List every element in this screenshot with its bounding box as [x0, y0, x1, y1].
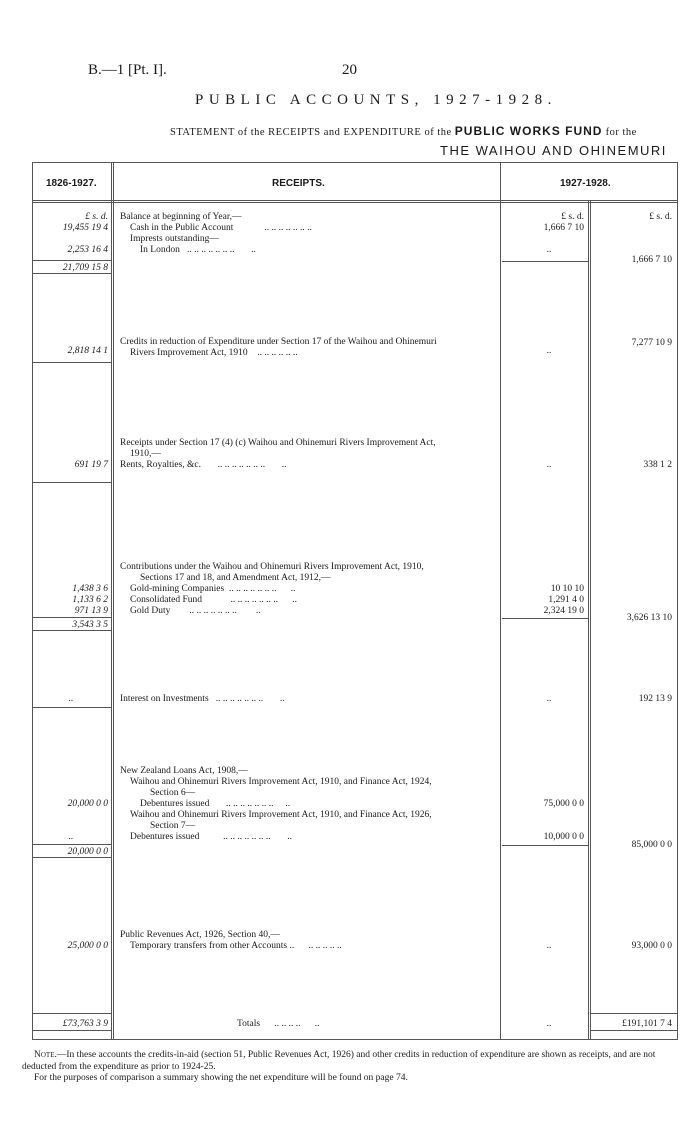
- loans-line6: Section 7—: [150, 821, 196, 831]
- mid-consolidated-value: 1,291 4 0: [548, 595, 584, 605]
- prev-interest-value: ..: [68, 694, 74, 704]
- totals-row: Totals .. .. .. .. ..: [237, 1019, 320, 1029]
- prev-loans-value-1: 20,000 0 0: [67, 799, 108, 809]
- loans-section: [120, 766, 500, 843]
- leader-dots: .. .. .. .. .. .. ..: [230, 595, 279, 605]
- leader-dots: .. .. .. .. ..: [308, 941, 342, 951]
- column-divider: [111, 162, 112, 1040]
- consolidated-label: Consolidated Fund .. .. .. .. .. .. .. ..: [130, 595, 298, 605]
- loans-line2: Waihou and Ohinemuri Rivers Improvement Act, 1910, and Finance Act, 1924,: [130, 777, 432, 787]
- totals-rule: [590, 1013, 678, 1014]
- prev-revenues-value: 25,000 0 0: [67, 941, 108, 951]
- loans-line5: Waihou and Ohinemuri Rivers Improvement Act, 1910, and Finance Act, 1926,: [130, 810, 432, 820]
- totals-rule: [32, 1013, 112, 1014]
- section-rule: [32, 362, 112, 363]
- credits-total: 7,277 10 9: [631, 338, 672, 348]
- statement-subheading: THE WAIHOU AND OHINEMURI: [440, 143, 667, 158]
- table-border-top: [32, 162, 678, 163]
- accounts-table: [32, 162, 678, 1040]
- leader-dots: .. .. .. .. .. .. ..: [186, 245, 235, 255]
- revenues-total: 93,000 0 0: [631, 941, 672, 951]
- mid-loans-value-1: 75,000 0 0: [543, 799, 584, 809]
- subtotal-rule: [32, 260, 112, 261]
- column-header-current-year: 1927-1928.: [560, 178, 611, 189]
- document-reference: B.—1 [Pt. I].: [88, 62, 167, 78]
- table-border-bottom: [32, 1039, 678, 1040]
- subtotal-rule: [32, 630, 112, 631]
- table-border-left: [32, 162, 33, 1040]
- credits-section: [120, 337, 500, 359]
- mid-interest-value: ..: [546, 694, 552, 704]
- table-border-right: [677, 162, 678, 1040]
- header-divider: [32, 202, 678, 203]
- prev-contributions-total: 3,543 3 5: [72, 620, 108, 630]
- column-header-prev-year: 1826-1927.: [46, 178, 97, 189]
- mid-loans-value-2: 10,000 0 0: [543, 832, 584, 842]
- leader-dots: .. .. .. .. .. .. ..: [264, 223, 312, 233]
- loans-line3: Section 6—: [150, 788, 196, 798]
- contributions-section: [120, 562, 500, 617]
- grand-total: £191,101 7 4: [622, 1019, 672, 1029]
- subtotal-rule: [502, 261, 588, 262]
- statement-suffix: for the: [605, 127, 637, 138]
- prev-london-value: 2,253 16 4: [67, 245, 108, 255]
- subtotal-rule: [32, 617, 112, 618]
- gold-label: Gold-mining Companies .. .. .. .. .. .. .. ..: [130, 584, 296, 594]
- page-number: 20: [342, 62, 357, 78]
- loans-line4: Debentures issued .. .. .. .. .. .. .. ..: [140, 799, 291, 809]
- mid-duty-value: 2,324 19 0: [543, 606, 584, 616]
- balance-title: Balance at beginning of Year,—: [120, 212, 242, 222]
- mid-london-value: ..: [546, 245, 552, 255]
- currency-header-mid: £ s. d.: [561, 212, 584, 222]
- credits-line2: Rivers Improvement Act, 1910 .. .. .. .. .. ..: [130, 348, 298, 358]
- contributions-line1: Contributions under the Waihou and Ohinemuri Rivers Improvement Act, 1910,: [120, 562, 424, 572]
- totals-rule: [590, 1030, 678, 1031]
- prev-gold-value: 1,438 3 6: [72, 584, 108, 594]
- prev-balance-total: 21,709 15 8: [62, 263, 108, 273]
- column-divider: [588, 200, 589, 1040]
- prev-credits-value: 2,818 14 1: [67, 346, 108, 356]
- footnote: [22, 1050, 682, 1085]
- currency-header-total: £ s. d.: [649, 212, 672, 222]
- receipts17-line1: Receipts under Section 17 (4) (c) Waihou and Ohinemuri Rivers Improvement Act,: [120, 438, 436, 448]
- receipts17-section: [120, 438, 500, 471]
- contributions-total: 3,626 13 10: [626, 613, 672, 623]
- loans-total: 85,000 0 0: [631, 840, 672, 850]
- leader-dots: .. .. .. .. .. .. ..: [217, 460, 266, 470]
- revenues-line2: Temporary transfers from other Accounts .. .. .. .. .. ..: [130, 941, 342, 951]
- credits-line1: Credits in reduction of Expenditure under Section 17 of the Waihou and Ohinemuri: [120, 337, 437, 347]
- london-label: In London .. .. .. .. .. .. .. ..: [140, 245, 256, 255]
- statement-heading: [170, 124, 637, 138]
- leader-dots: .. .. .. .. .. .. ..: [215, 694, 264, 704]
- mid-cash-value: 1,666 7 10: [543, 223, 584, 233]
- subtotal-rule: [502, 845, 588, 846]
- leader-dots: .. .. .. .. .. .. ..: [223, 832, 271, 842]
- revenues-section: [120, 930, 500, 952]
- interest-section: [120, 694, 500, 705]
- balance-total: 1,666 7 10: [631, 255, 672, 265]
- mid-credits-value: ..: [546, 346, 552, 356]
- leader-dots: .. .. .. .. .. .. ..: [228, 584, 277, 594]
- mid-revenues-value: ..: [546, 941, 552, 951]
- cash-label: Cash in the Public Account .. .. .. .. .. .. ..: [130, 223, 312, 233]
- currency-header-prev: £ s. d.: [85, 212, 108, 222]
- prev-loans-total: 20,000 0 0: [67, 847, 108, 857]
- leader-dots: .. .. .. .. .. ..: [257, 348, 298, 358]
- page-title: PUBLIC ACCOUNTS, 1927-1928.: [195, 92, 557, 108]
- column-header-receipts: RECEIPTS.: [272, 178, 325, 189]
- prev-consolidated-value: 1,133 6 2: [72, 595, 108, 605]
- statement-fund: PUBLIC WORKS FUND: [454, 124, 603, 138]
- statement-prefix: STATEMENT of the RECEIPTS and EXPENDITURE of the: [170, 127, 452, 138]
- totals-rule: [32, 1030, 112, 1031]
- prev-duty-value: 971 13 9: [74, 606, 108, 616]
- subtotal-rule: [32, 273, 112, 274]
- receipts17-line2: 1910,—: [130, 449, 161, 459]
- header-divider: [32, 200, 678, 201]
- column-divider: [500, 162, 501, 1040]
- leader-dots: .. .. .. .. .. .. ..: [226, 799, 274, 809]
- mid-receipts17-value: ..: [546, 460, 552, 470]
- subtotal-rule: [32, 857, 112, 858]
- revenues-line1: Public Revenues Act, 1926, Section 40,—: [120, 930, 280, 940]
- prev-loans-value-2: ..: [68, 832, 74, 842]
- duty-label: Gold Duty .. .. .. .. .. .. .. ..: [130, 606, 261, 616]
- leader-dots: .. .. .. .. .. .. ..: [189, 606, 237, 616]
- subtotal-rule: [502, 618, 588, 619]
- contributions-line2: Sections 17 and 18, and Amendment Act, 1912,—: [140, 573, 331, 583]
- interest-total: 192 13 9: [638, 694, 672, 704]
- receipts17-line3: Rents, Royalties, &c. .. .. .. .. .. .. .. ..: [120, 460, 287, 470]
- totals-label: Totals: [237, 1019, 261, 1029]
- loans-line7: Debentures issued .. .. .. .. .. .. .. ..: [130, 832, 293, 842]
- receipts17-total: 338 1 2: [643, 460, 672, 470]
- column-divider: [113, 162, 114, 1040]
- subtotal-rule: [32, 844, 112, 845]
- footnote-line2: For the purposes of comparison a summary showing the net expenditure will be found on page 74.: [34, 1073, 408, 1083]
- footnote-lead: Note.: [34, 1050, 57, 1060]
- leader-dots: .. .. .. ..: [274, 1019, 301, 1029]
- footnote-text1: —In these accounts the credits-in-aid (section 51, Public Revenues Act, 1926) and other credits in reduction of expenditure are shown as receipts, and are not deducted from the expenditure as prior to 1924-25.: [22, 1050, 656, 1072]
- column-divider: [590, 200, 591, 1040]
- mid-gold-value: 10 10 10: [550, 584, 584, 594]
- section-rule: [32, 707, 112, 708]
- interest-label: Interest on Investments .. .. .. .. .. .. .. ..: [120, 694, 285, 704]
- prev-cash-value: 19,455 19 4: [62, 223, 108, 233]
- mid-grand-total: ..: [546, 1019, 552, 1029]
- footnote-line1: [22, 1050, 682, 1073]
- balance-section: [120, 212, 500, 256]
- imprests-label: Imprests outstanding—: [130, 234, 219, 244]
- loans-line1: New Zealand Loans Act, 1908,—: [120, 766, 248, 776]
- prev-grand-total: £73,763 3 9: [62, 1019, 108, 1029]
- section-rule: [32, 482, 112, 483]
- prev-receipts17-value: 691 19 7: [74, 460, 108, 470]
